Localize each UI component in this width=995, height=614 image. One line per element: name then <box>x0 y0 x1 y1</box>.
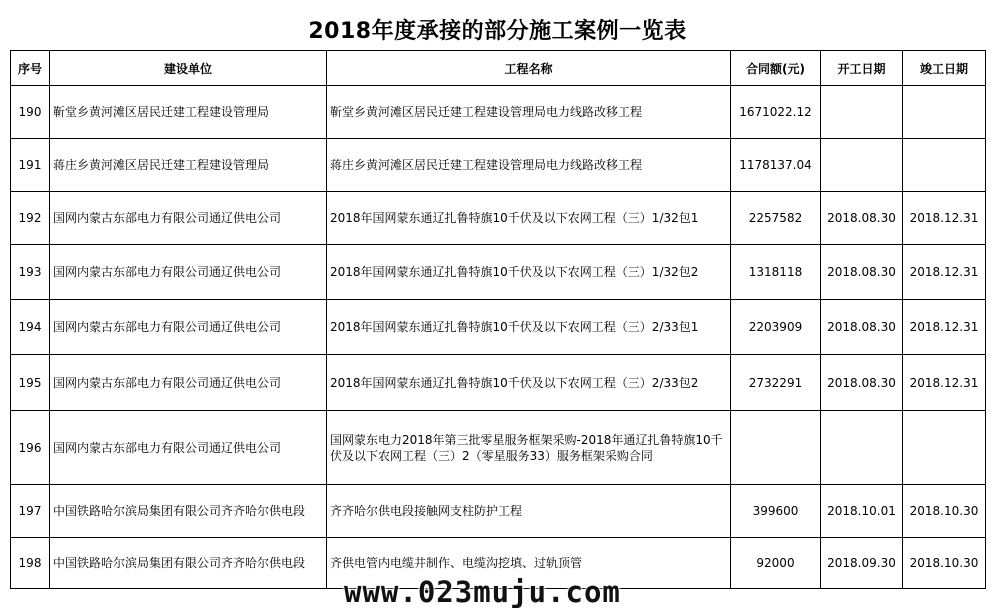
cell-unit: 国网内蒙古东部电力有限公司通辽供电公司 <box>50 411 327 485</box>
cell-amount: 2257582 <box>731 192 821 245</box>
project-table <box>10 50 986 589</box>
cell-start: 2018.08.30 <box>821 192 903 245</box>
table-row <box>11 86 986 139</box>
table-row <box>11 411 986 485</box>
cell-unit: 国网内蒙古东部电力有限公司通辽供电公司 <box>50 192 327 245</box>
cell-project: 靳堂乡黄河滩区居民迁建工程建设管理局电力线路改移工程 <box>327 86 731 139</box>
cell-start <box>821 411 903 485</box>
page-title: 2018年度承接的部分施工案例一览表 <box>308 19 687 44</box>
cell-project: 2018年国网蒙东通辽扎鲁特旗10千伏及以下农网工程（三）2/33包1 <box>327 300 731 355</box>
cell-unit: 中国铁路哈尔滨局集团有限公司齐齐哈尔供电段 <box>50 485 327 538</box>
header-project: 工程名称 <box>327 51 731 86</box>
cell-start: 2018.09.30 <box>821 538 903 589</box>
cell-seq: 197 <box>11 485 50 538</box>
header-unit: 建设单位 <box>50 51 327 86</box>
cell-seq: 198 <box>11 538 50 589</box>
cell-project: 2018年国网蒙东通辽扎鲁特旗10千伏及以下农网工程（三）1/32包2 <box>327 245 731 300</box>
cell-end: 2018.12.31 <box>903 192 986 245</box>
cell-end <box>903 139 986 192</box>
cell-amount: 1178137.04 <box>731 139 821 192</box>
table-row <box>11 355 986 411</box>
header-end: 竣工日期 <box>903 51 986 86</box>
cell-end: 2018.12.31 <box>903 245 986 300</box>
cell-unit: 蒋庄乡黄河滩区居民迁建工程建设管理局 <box>50 139 327 192</box>
cell-project: 2018年国网蒙东通辽扎鲁特旗10千伏及以下农网工程（三）2/33包2 <box>327 355 731 411</box>
cell-seq: 196 <box>11 411 50 485</box>
cell-end: 2018.12.31 <box>903 355 986 411</box>
cell-project: 蒋庄乡黄河滩区居民迁建工程建设管理局电力线路改移工程 <box>327 139 731 192</box>
cell-amount <box>731 411 821 485</box>
cell-unit: 国网内蒙古东部电力有限公司通辽供电公司 <box>50 300 327 355</box>
cell-end: 2018.10.30 <box>903 538 986 589</box>
cell-start: 2018.08.30 <box>821 355 903 411</box>
header-start: 开工日期 <box>821 51 903 86</box>
cell-start: 2018.08.30 <box>821 300 903 355</box>
cell-unit: 靳堂乡黄河滩区居民迁建工程建设管理局 <box>50 86 327 139</box>
cell-project: 2018年国网蒙东通辽扎鲁特旗10千伏及以下农网工程（三）1/32包1 <box>327 192 731 245</box>
cell-unit: 国网内蒙古东部电力有限公司通辽供电公司 <box>50 245 327 300</box>
cell-end: 2018.10.30 <box>903 485 986 538</box>
table-row <box>11 139 986 192</box>
cell-end <box>903 411 986 485</box>
header-row <box>11 51 986 86</box>
cell-seq: 195 <box>11 355 50 411</box>
watermark: www.023muju.com <box>344 575 621 609</box>
cell-end <box>903 86 986 139</box>
cell-seq: 193 <box>11 245 50 300</box>
cell-seq: 194 <box>11 300 50 355</box>
cell-start: 2018.08.30 <box>821 245 903 300</box>
cell-start: 2018.10.01 <box>821 485 903 538</box>
cell-project: 国网蒙东电力2018年第三批零星服务框架采购-2018年通辽扎鲁特旗10千伏及以下农网工程（三）2（零星服务33）服务框架采购合同 <box>327 411 731 485</box>
cell-start <box>821 86 903 139</box>
cell-project: 齐供电管内电缆井制作、电缆沟挖填、过轨顶管 <box>327 538 731 589</box>
table-row <box>11 192 986 245</box>
cell-seq: 190 <box>11 86 50 139</box>
header-seq: 序号 <box>11 51 50 86</box>
cell-start <box>821 139 903 192</box>
table-row <box>11 245 986 300</box>
cell-seq: 192 <box>11 192 50 245</box>
table-row <box>11 485 986 538</box>
cell-amount: 2203909 <box>731 300 821 355</box>
cell-amount: 2732291 <box>731 355 821 411</box>
cell-seq: 191 <box>11 139 50 192</box>
cell-project: 齐齐哈尔供电段接触网支柱防护工程 <box>327 485 731 538</box>
table-row <box>11 300 986 355</box>
cell-amount: 92000 <box>731 538 821 589</box>
cell-amount: 1318118 <box>731 245 821 300</box>
header-amount: 合同额(元) <box>731 51 821 86</box>
cell-amount: 1671022.12 <box>731 86 821 139</box>
cell-amount: 399600 <box>731 485 821 538</box>
cell-unit: 中国铁路哈尔滨局集团有限公司齐齐哈尔供电段 <box>50 538 327 589</box>
cell-end: 2018.12.31 <box>903 300 986 355</box>
cell-unit: 国网内蒙古东部电力有限公司通辽供电公司 <box>50 355 327 411</box>
